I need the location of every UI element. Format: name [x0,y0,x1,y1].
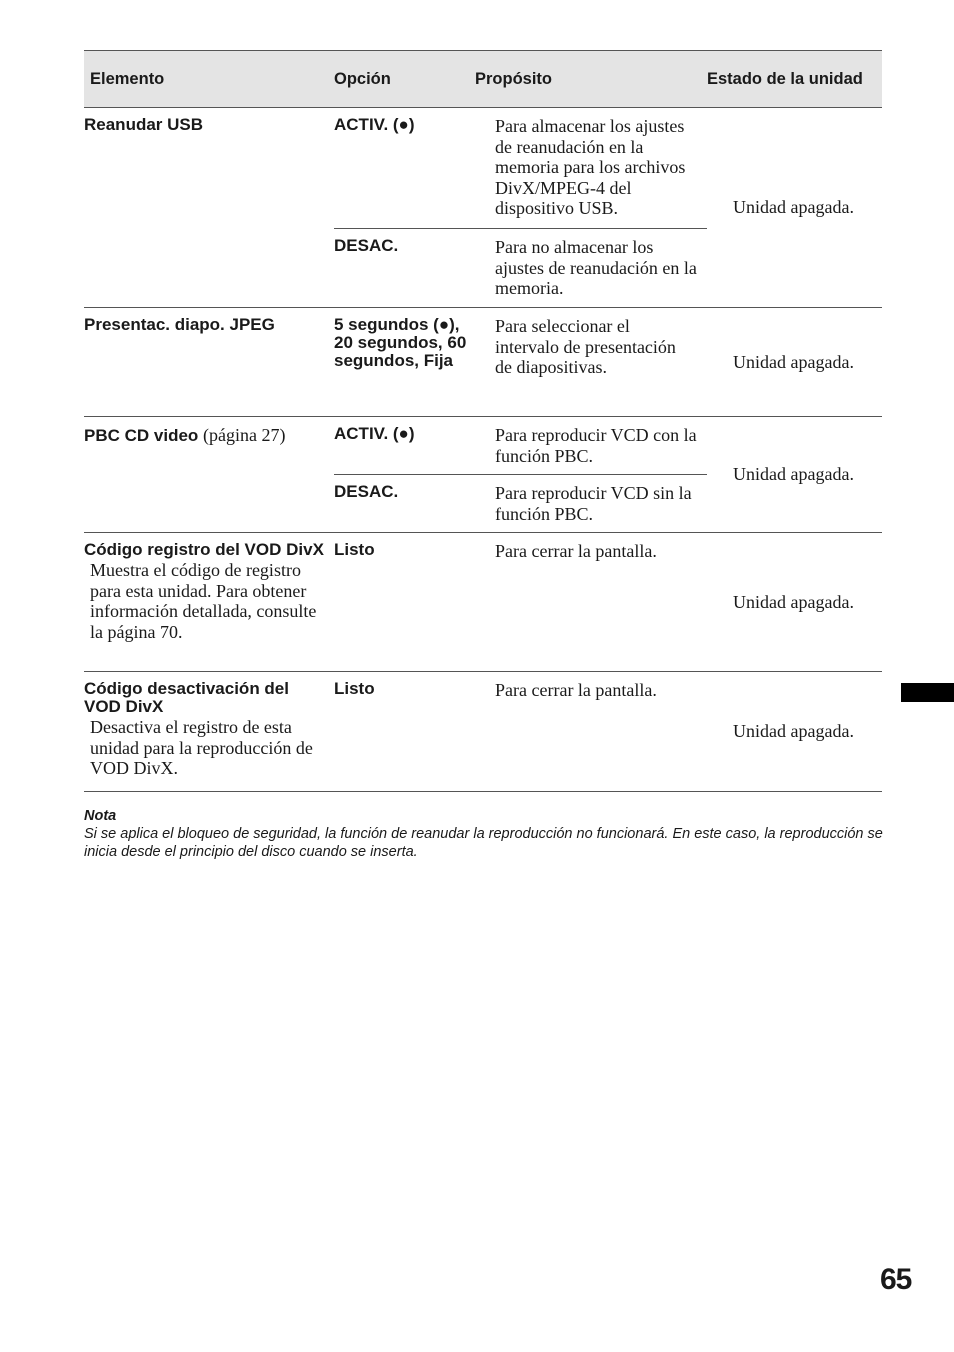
note-block [84,807,884,861]
settings-table [84,50,882,792]
option-cell: Listo [334,533,475,672]
option-cell: DESAC. [334,475,475,533]
element-cell [84,108,334,308]
element-name: Presentac. diapo. JPEG [84,315,275,334]
element-name: Código desactivación del VOD DivX [84,679,289,716]
table-row [84,533,882,672]
table-row [84,672,882,792]
purpose-cell: Para reproducir VCD con la función PBC. [475,417,707,475]
table-row [84,308,882,417]
page-number: 65 [880,1263,912,1296]
table-row [84,108,882,229]
element-description: Muestra el código de registro para esta unidad. Para obtener información detallada, consulte la página 70. [90,560,317,642]
element-cell [84,308,334,417]
header-element: Elemento [84,51,334,108]
element-cell [84,672,334,792]
element-page-ref: (página 27) [203,425,286,445]
purpose-cell: Para no almacenar los ajustes de reanudación en la memoria. [475,229,707,308]
option-cell: 5 segundos (●), 20 segundos, 60 segundos, Fija [334,308,475,417]
note-title: Nota [84,808,117,824]
state-cell: Unidad apagada. [707,417,882,533]
purpose-cell: Para cerrar la pantalla. [475,533,707,672]
purpose-cell: Para reproducir VCD sin la función PBC. [475,475,707,533]
header-state: Estado de la unidad [707,51,882,108]
section-tab-marker [901,683,954,702]
element-name: Reanudar USB [84,115,204,134]
table-row [84,417,882,475]
state-cell: Unidad apagada. [707,308,882,417]
element-cell [84,533,334,672]
header-purpose: Propósito [475,51,707,108]
option-cell: Listo [334,672,475,792]
element-description: Desactiva el registro de esta unidad para la reproducción de VOD DivX. [90,717,313,778]
state-cell: Unidad apagada. [707,108,882,308]
option-cell: DESAC. [334,229,475,308]
header-option: Opción [334,51,475,108]
element-name: Código registro del VOD DivX [84,540,324,559]
purpose-cell: Para cerrar la pantalla. [475,672,707,792]
element-cell [84,417,334,533]
option-cell: ACTIV. (●) [334,108,475,229]
state-cell: Unidad apagada. [707,672,882,792]
table-header-row [84,51,882,108]
element-name: PBC CD video [84,426,199,445]
note-text: Si se aplica el bloqueo de seguridad, la función de reanudar la reproducción no funcionará. En este caso, la reproducción se inicia desde el principio del disco cuando se inserta. [84,826,883,860]
state-cell: Unidad apagada. [707,533,882,672]
option-cell: ACTIV. (●) [334,417,475,475]
purpose-cell: Para seleccionar el intervalo de presentación de diapositivas. [475,308,707,417]
purpose-cell: Para almacenar los ajustes de reanudación en la memoria para los archivos DivX/MPEG-4 del dispositivo USB. [475,108,707,229]
